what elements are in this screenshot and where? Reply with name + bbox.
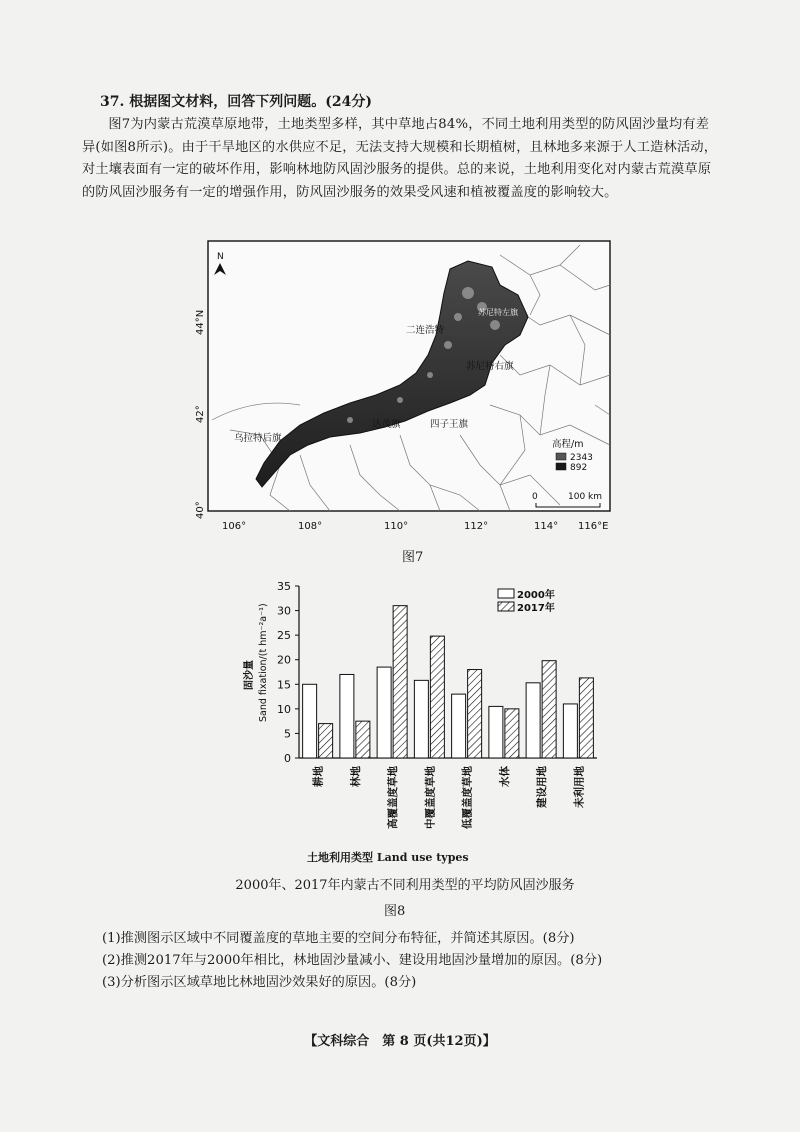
lon-label-110: 110° — [384, 521, 409, 532]
place-siziwang: 四子王旗 — [430, 419, 469, 430]
place-sunite-left: 苏尼特左旗 — [478, 308, 518, 317]
bar-2017-7 — [579, 678, 593, 758]
lon-label-112: 112° — [464, 521, 489, 532]
y-tick-label: 5 — [284, 727, 291, 741]
place-sunite-right: 苏尼特右旗 — [466, 361, 514, 372]
x-tick-label: 水体 — [498, 766, 511, 787]
lat-label-40: 40° — [195, 501, 206, 519]
bar-2017-0 — [319, 724, 333, 758]
place-damao: 达茂旗 — [372, 419, 401, 430]
north-label: N — [217, 252, 224, 262]
chart-title: 2000年、2017年内蒙古不同利用类型的平均防风固沙服务 — [235, 878, 575, 893]
legend-swatch-2000 — [498, 589, 514, 598]
map-svg — [195, 235, 620, 545]
x-tick-label: 耕地 — [312, 766, 325, 787]
bar-2000-5 — [489, 706, 503, 758]
bar-2000-0 — [303, 684, 317, 758]
sub-questions — [102, 928, 722, 994]
bar-2017-3 — [430, 636, 444, 758]
x-axis-label: 土地利用类型 Land use types — [307, 851, 469, 864]
figure-8-chart — [235, 572, 615, 892]
x-tick-label: 建设用地 — [536, 766, 549, 808]
bar-2000-6 — [526, 683, 540, 758]
y-axis-label-cn: 固沙量 — [244, 660, 255, 690]
sub-question-3: (3)分析图示区域草地比林地固沙效果好的原因。(8分) — [102, 975, 417, 990]
legend-label-2017: 2017年 — [517, 603, 555, 614]
y-tick-label: 35 — [277, 580, 291, 593]
x-tick-label: 低覆盖度草地 — [461, 766, 474, 829]
lon-label-106: 106° — [222, 521, 247, 532]
y-tick-label: 20 — [277, 653, 291, 667]
bar-2000-2 — [377, 667, 391, 758]
chart-svg — [235, 572, 615, 872]
x-tick-label: 未利用地 — [573, 766, 586, 808]
lat-label-44: 44°N — [195, 309, 206, 335]
x-tick-label: 林地 — [349, 766, 362, 787]
figure-7-map — [195, 235, 620, 545]
bar-2017-5 — [505, 709, 519, 758]
lon-label-108: 108° — [298, 521, 323, 532]
bar-2000-4 — [452, 694, 466, 758]
bar-2000-7 — [563, 704, 577, 758]
chart-bars — [303, 606, 594, 758]
figure-8-caption: 图8 — [384, 904, 406, 919]
x-tick-label: 中覆盖度草地 — [424, 766, 437, 829]
question-title: 37. 根据图文材料，回答下列问题。(24分) — [100, 94, 372, 110]
scale-zero: 0 — [532, 492, 538, 502]
y-tick-label: 25 — [277, 629, 291, 643]
chart-x-tick-labels — [312, 766, 586, 829]
y-axis-label-en: Sand fixation/(t hm⁻²a⁻¹) — [258, 603, 269, 722]
legend-high: 2343 — [570, 453, 593, 463]
place-wulate-back: 乌拉特后旗 — [234, 433, 282, 444]
bar-2017-1 — [356, 721, 370, 758]
bar-2000-3 — [414, 680, 428, 758]
legend-swatch-2017 — [498, 602, 514, 611]
lon-label-116: 116°E — [578, 521, 609, 532]
legend-label-2000: 2000年 — [517, 590, 555, 601]
scale-label: 100 km — [568, 492, 603, 502]
y-tick-label: 0 — [284, 752, 291, 765]
lat-label-42: 42° — [195, 405, 206, 423]
x-tick-label: 高覆盖度草地 — [387, 766, 400, 829]
page-footer: 【文科综合 第 8 页(共12页)】 — [304, 1034, 496, 1049]
bar-2017-2 — [393, 606, 407, 758]
legend-low: 892 — [570, 463, 588, 473]
sub-question-1: (1)推测图示区域中不同覆盖度的草地主要的空间分布特征，并简述其原因。(8分) — [102, 931, 575, 946]
bar-2017-4 — [468, 670, 482, 758]
figure-7-caption: 图7 — [402, 550, 424, 565]
question-paragraph: 图7为内蒙古荒漠草原地带，土地类型多样，其中草地占84%，不同土地利用类型的防风固沙量均有差异(如图8所示)。由于干旱地区的水供应不足，无法支持大规模和长期植树，且林地多来源于人工造林活动，对土壤表面有一定的破坏作用，影响林地防风固沙服务的提供。总的来说，土地利用变化对内蒙古荒漠草原的防风固沙服务有一定的增强作用，防风固沙服务的效果受风速和植被覆盖度的影响较大。 — [82, 117, 718, 200]
y-tick-label: 10 — [277, 702, 291, 716]
chart-legend — [498, 588, 555, 614]
y-tick-label: 30 — [277, 604, 291, 618]
sub-question-2: (2)推测2017年与2000年相比，林地固沙量减小、建设用地固沙量增加的原因。(8分) — [102, 953, 603, 968]
legend-title: 高程/m — [552, 439, 584, 450]
chart-y-tick-labels — [277, 580, 291, 765]
place-erenhot: 二连浩特 — [406, 325, 445, 336]
y-tick-label: 15 — [277, 678, 291, 692]
lon-label-114: 114° — [534, 521, 559, 532]
bar-2017-6 — [542, 661, 556, 758]
bar-2000-1 — [340, 674, 354, 758]
